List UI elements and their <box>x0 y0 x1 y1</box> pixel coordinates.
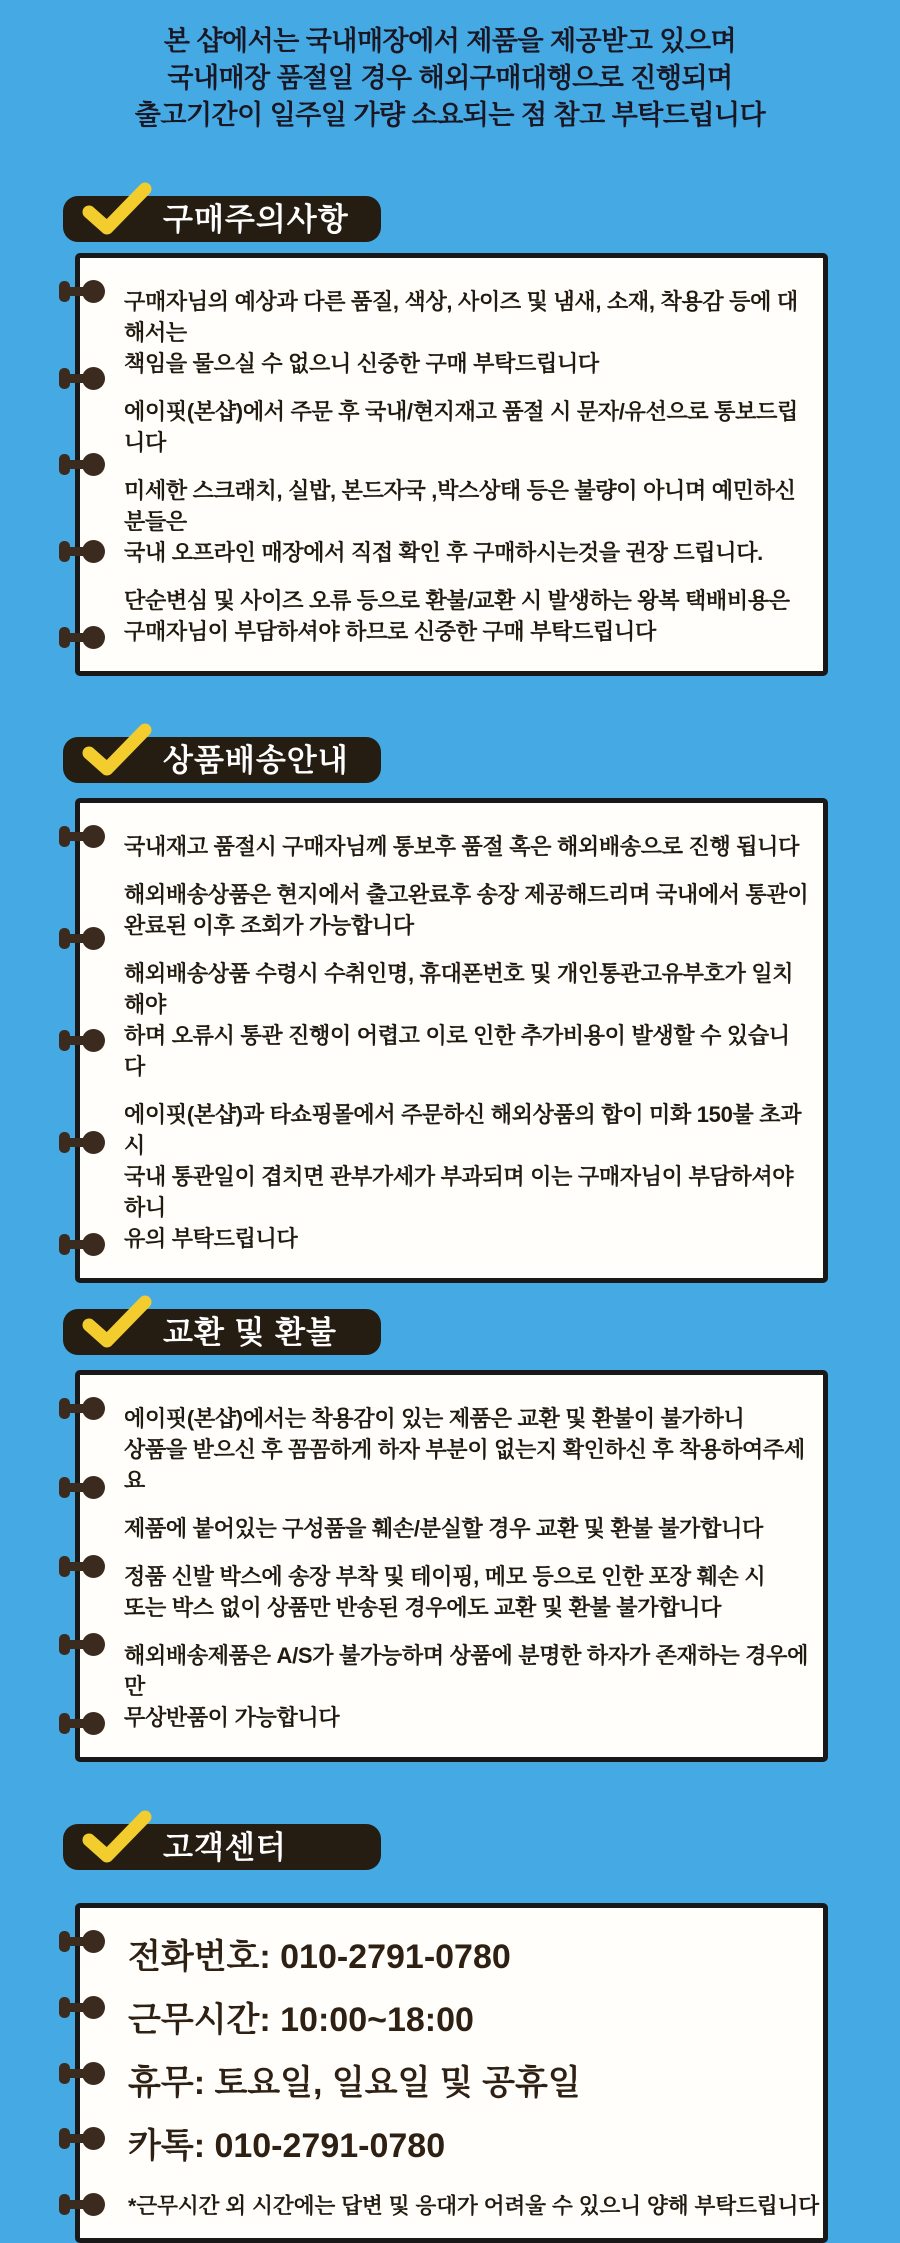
pin-icon <box>59 1131 113 1154</box>
shipping-info-box <box>75 798 828 1283</box>
section-title: 구매주의사항 <box>163 202 349 237</box>
binder-pins <box>59 1930 113 2216</box>
pin-icon <box>59 280 113 303</box>
section-badge-customer-center <box>63 1824 381 1870</box>
notice-bullet <box>124 1561 809 1623</box>
pin-icon <box>59 1996 113 2019</box>
bullet-line: 국내 오프라인 매장에서 직접 확인 후 구매하시는것을 권장 드립니다. <box>124 540 763 565</box>
pin-icon <box>59 1930 113 1953</box>
pin-icon <box>59 540 113 563</box>
pin-icon <box>59 453 113 476</box>
checkmark-icon <box>80 722 154 782</box>
bullet-line: 정품 신발 박스에 송장 부착 및 테이핑, 메모 등으로 인한 포장 훼손 시 <box>124 1564 766 1589</box>
section-title: 고객센터 <box>163 1830 287 1865</box>
bullet-line: 에이핏(본샵)과 타쇼핑몰에서 주문하신 해외상품의 합이 미화 150불 초과시 <box>124 1102 802 1158</box>
notice-bullet <box>124 1640 809 1733</box>
binder-pins <box>59 280 113 649</box>
section-badge-purchase-notice <box>63 196 381 242</box>
bullet-line: 에이핏(본샵)에서 주문 후 국내/현지재고 품절 시 문자/유선으로 통보드립니다 <box>124 399 798 455</box>
notice-bullet <box>124 286 809 379</box>
notice-bullet <box>124 1403 809 1496</box>
purchase-notice-box <box>75 253 828 676</box>
pin-icon <box>59 927 113 950</box>
bullet-line: 국내 통관일이 겹치면 관부가세가 부과되며 이는 구매자님이 부담하셔야 하니 <box>124 1164 794 1220</box>
section-shipping-info <box>0 737 900 1283</box>
pin-icon <box>59 2062 113 2085</box>
pin-icon <box>59 1633 113 1656</box>
intro-notice <box>0 0 900 134</box>
intro-line-1: 본 샵에서는 국내매장에서 제품을 제공받고 있으며 <box>163 26 737 56</box>
bullet-line: 에이핏(본샵)에서는 착용감이 있는 제품은 교환 및 환불이 불가하니 <box>124 1406 745 1431</box>
pin-icon <box>59 825 113 848</box>
bullet-line: 무상반품이 가능합니다 <box>124 1705 340 1730</box>
section-purchase-notice <box>0 196 900 676</box>
bullet-line: 또는 박스 없이 상품만 반송된 경우에도 교환 및 환불 불가합니다 <box>124 1595 722 1620</box>
customer-hours: 근무시간: 10:00~18:00 <box>128 2001 474 2039</box>
notice-bullet <box>124 1513 809 1544</box>
pin-icon <box>59 1555 113 1578</box>
section-customer-center <box>0 1824 900 2243</box>
customer-center-box <box>75 1903 828 2243</box>
bullet-line: 상품을 받으신 후 꼼꼼하게 하자 부분이 없는지 확인하신 후 착용하여주세요 <box>124 1437 805 1493</box>
bullet-line: 국내재고 품절시 구매자님께 통보후 품절 혹은 해외배송으로 진행 됩니다 <box>124 834 800 859</box>
pin-icon <box>59 1029 113 1052</box>
checkmark-icon <box>80 1809 154 1869</box>
customer-days-off: 휴무: 토요일, 일요일 및 공휴일 <box>128 2064 581 2102</box>
notice-bullet <box>124 475 809 568</box>
section-title: 교환 및 환불 <box>163 1315 337 1350</box>
binder-pins <box>59 825 113 1256</box>
pin-icon <box>59 367 113 390</box>
customer-footnote: *근무시간 외 시간에는 답변 및 응대가 어려울 수 있으니 양해 부탁드립니다 <box>128 2194 820 2218</box>
pin-icon <box>59 1397 113 1420</box>
intro-line-2: 국내매장 품절일 경우 해외구매대행으로 진행되며 <box>167 63 733 93</box>
pin-icon <box>59 2127 113 2150</box>
pin-icon <box>59 626 113 649</box>
customer-kakao: 카톡: 010-2791-0780 <box>128 2127 446 2165</box>
bullet-line: 제품에 붙어있는 구성품을 훼손/분실할 경우 교환 및 환불 불가합니다 <box>124 1516 763 1541</box>
pin-icon <box>59 2193 113 2216</box>
bullet-line: 유의 부탁드립니다 <box>124 1226 298 1251</box>
notice-bullet <box>124 831 809 862</box>
section-badge-exchange-refund <box>63 1309 381 1355</box>
bullet-line: 해외배송상품 수령시 수취인명, 휴대폰번호 및 개인통관고유부호가 일치해야 <box>124 961 794 1017</box>
bullet-line: 책임을 물으실 수 없으니 신중한 구매 부탁드립니다 <box>124 351 599 376</box>
bullet-line: 완료된 이후 조회가 가능합니다 <box>124 913 414 938</box>
section-title: 상품배송안내 <box>163 743 349 778</box>
section-badge-shipping-info <box>63 737 381 783</box>
checkmark-icon <box>80 181 154 241</box>
notice-bullet <box>124 958 809 1082</box>
pin-icon <box>59 1476 113 1499</box>
notice-bullet <box>124 396 809 458</box>
checkmark-icon <box>80 1294 154 1354</box>
bullet-line: 구매자님이 부담하셔야 하므로 신중한 구매 부탁드립니다 <box>124 619 656 644</box>
bullet-line: 단순변심 및 사이즈 오류 등으로 환불/교환 시 발생하는 왕복 택배비용은 <box>124 588 790 613</box>
pin-icon <box>59 1712 113 1735</box>
pin-icon <box>59 1233 113 1256</box>
section-exchange-refund <box>0 1309 900 1762</box>
bullet-line: 하며 오류시 통관 진행이 어렵고 이로 인한 추가비용이 발생할 수 있습니다 <box>124 1023 790 1079</box>
notice-bullet <box>124 585 809 647</box>
customer-phone: 전화번호: 010-2791-0780 <box>128 1938 511 1976</box>
bullet-line: 미세한 스크래치, 실밥, 본드자국 ,박스상태 등은 불량이 아니며 예민하신 분들은 <box>124 478 796 534</box>
notice-bullet <box>124 879 809 941</box>
intro-line-3: 출고기간이 일주일 가량 소요되는 점 참고 부탁드립니다 <box>134 100 766 130</box>
exchange-refund-box <box>75 1370 828 1762</box>
binder-pins <box>59 1397 113 1735</box>
bullet-line: 구매자님의 예상과 다른 품질, 색상, 사이즈 및 냄새, 소재, 착용감 등에 대해서는 <box>124 289 798 345</box>
notice-bullet <box>124 1099 809 1254</box>
bullet-line: 해외배송상품은 현지에서 출고완료후 송장 제공해드리며 국내에서 통관이 <box>124 882 809 907</box>
bullet-line: 해외배송제품은 A/S가 불가능하며 상품에 분명한 하자가 존재하는 경우에만 <box>124 1643 809 1699</box>
